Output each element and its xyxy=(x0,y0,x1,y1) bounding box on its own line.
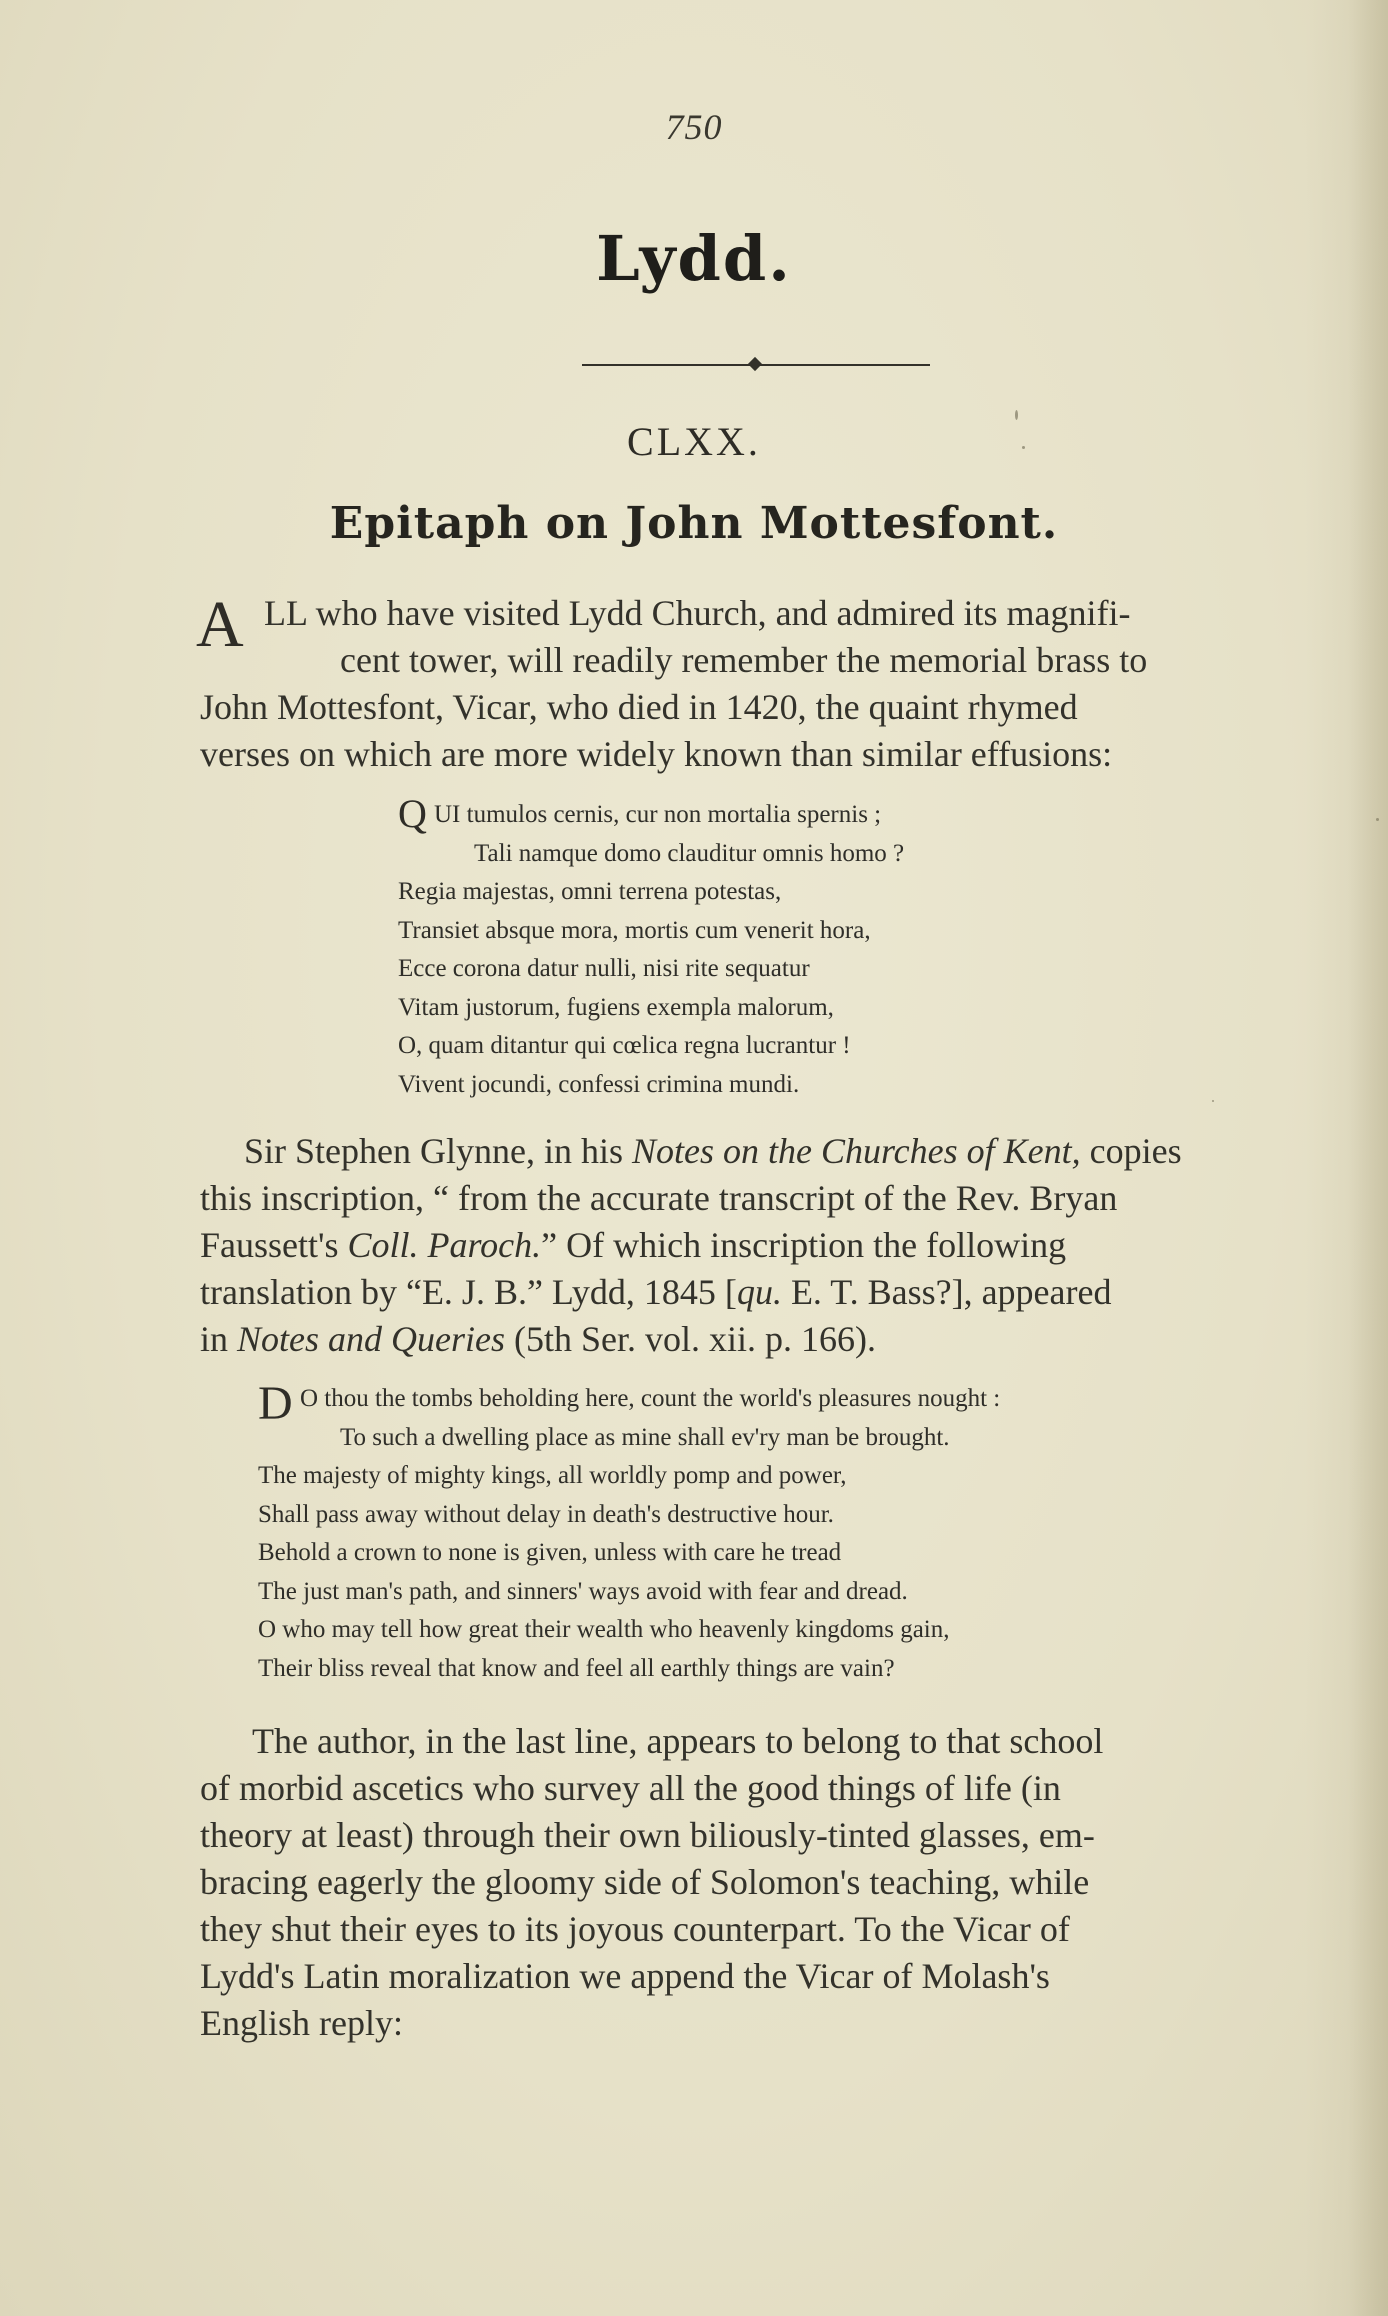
dropcap-q: Q xyxy=(398,791,427,836)
verse-line: Tali namque domo clauditur omnis homo ? xyxy=(474,839,905,867)
paragraph-line: of morbid ascetics who survey all the good things of life (in xyxy=(200,1768,1061,1808)
intro-paragraph xyxy=(200,590,1302,778)
paragraph-line xyxy=(200,1269,1302,1316)
book-title-notes-on-churches: Notes on the Churches of Kent, xyxy=(631,1131,1081,1171)
paragraph-line xyxy=(200,1222,1302,1269)
paragraph-line: cent tower, will readily remember the memorial brass to xyxy=(340,640,1148,680)
verse-line: Ecce corona datur nulli, nisi rite sequatur xyxy=(398,955,810,982)
glynne-paragraph xyxy=(200,1128,1302,1363)
verse-line: Vivent jocundi, confessi crimina mundi. xyxy=(398,1070,800,1098)
text-run: Faussett's xyxy=(200,1225,348,1265)
abbrev-qu: qu. xyxy=(736,1272,782,1312)
text-run: (5th Ser. vol. xii. p. 166). xyxy=(505,1319,876,1359)
verse-line: Behold a crown to none is given, unless with care he tread xyxy=(258,1539,842,1566)
verse-line: The just man's path, and sinners' ways avoid with fear and dread. xyxy=(258,1577,908,1605)
closing-paragraph xyxy=(200,1718,1302,2047)
paper-speck xyxy=(1022,446,1025,449)
dropcap-d: D xyxy=(258,1377,293,1430)
page-edge-shadow xyxy=(1348,0,1388,2316)
paragraph-line: English reply: xyxy=(200,2003,403,2043)
paragraph-line: LL who have visited Lydd Church, and admired its magnifi- xyxy=(264,593,1131,633)
place-title: Lydd. xyxy=(596,222,792,295)
paragraph-line: verses on which are more widely known than similar effusions: xyxy=(200,734,1113,774)
verse-line: Regia majestas, omni terrena potestas, xyxy=(398,878,782,905)
text-run: translation by “E. J. B.” Lydd, 1845 [ xyxy=(200,1272,737,1312)
text-run: in xyxy=(200,1319,238,1359)
text-run: ” Of which inscription the following xyxy=(541,1225,1067,1265)
paragraph-line: theory at least) through their own biliously-tinted glasses, em- xyxy=(200,1815,1095,1855)
verse-line: Their bliss reveal that know and feel all earthly things are vain? xyxy=(258,1654,895,1682)
paragraph-line: The author, in the last line, appears to belong to that school xyxy=(252,1721,1104,1761)
verse-line: O who may tell how great their wealth who heavenly kingdoms gain, xyxy=(258,1616,950,1643)
paragraph-line: this inscription, “ from the accurate transcript of the Rev. Bryan xyxy=(200,1178,1118,1218)
paragraph-line: bracing eagerly the gloomy side of Solomon's teaching, while xyxy=(200,1862,1090,1902)
dropcap-a: A xyxy=(196,588,244,661)
latin-verse xyxy=(398,791,905,1104)
paragraph-line xyxy=(200,1316,1302,1363)
verse-line: Transiet absque mora, mortis cum venerit hora, xyxy=(398,916,871,944)
english-verse xyxy=(258,1377,1001,1688)
paragraph-line: they shut their eyes to its joyous counterpart. To the Vicar of xyxy=(200,1909,1070,1949)
verse-line: O thou the tombs beholding here, count the world's pleasures nought : xyxy=(300,1385,1001,1412)
verse-line: Shall pass away without delay in death's destructive hour. xyxy=(258,1500,834,1528)
verse-line: O, quam ditantur qui cœlica regna lucrantur ! xyxy=(398,1032,851,1059)
verse-line: The majesty of mighty kings, all worldly pomp and power, xyxy=(258,1462,847,1489)
verse-line: To such a dwelling place as mine shall ev'ry man be brought. xyxy=(340,1423,950,1451)
divider-diamond-icon xyxy=(748,357,762,371)
paragraph-line xyxy=(200,1128,1302,1175)
page-number: 750 xyxy=(665,107,723,147)
text-run: copies xyxy=(1080,1131,1182,1171)
text-run: E. T. Bass?], appeared xyxy=(781,1272,1112,1312)
paragraph-line: John Mottesfont, Vicar, who died in 1420, the quaint rhymed xyxy=(200,687,1078,727)
book-title-notes-and-queries: Notes and Queries xyxy=(237,1319,505,1359)
section-number: CLXX. xyxy=(627,419,761,464)
paper-speck xyxy=(1015,410,1018,420)
verse-line: UI tumulos cernis, cur non mortalia spernis ; xyxy=(434,801,882,828)
paragraph-line: Lydd's Latin moralization we append the Vicar of Molash's xyxy=(200,1956,1050,1996)
text-run: Sir Stephen Glynne, in his xyxy=(244,1131,632,1171)
verse-line: Vitam justorum, fugiens exempla malorum, xyxy=(398,993,834,1021)
epitaph-title: Epitaph on John Mottesfont. xyxy=(329,498,1059,549)
book-title-coll-paroch: Coll. Paroch. xyxy=(347,1225,542,1265)
paper-speck xyxy=(1212,1100,1214,1102)
